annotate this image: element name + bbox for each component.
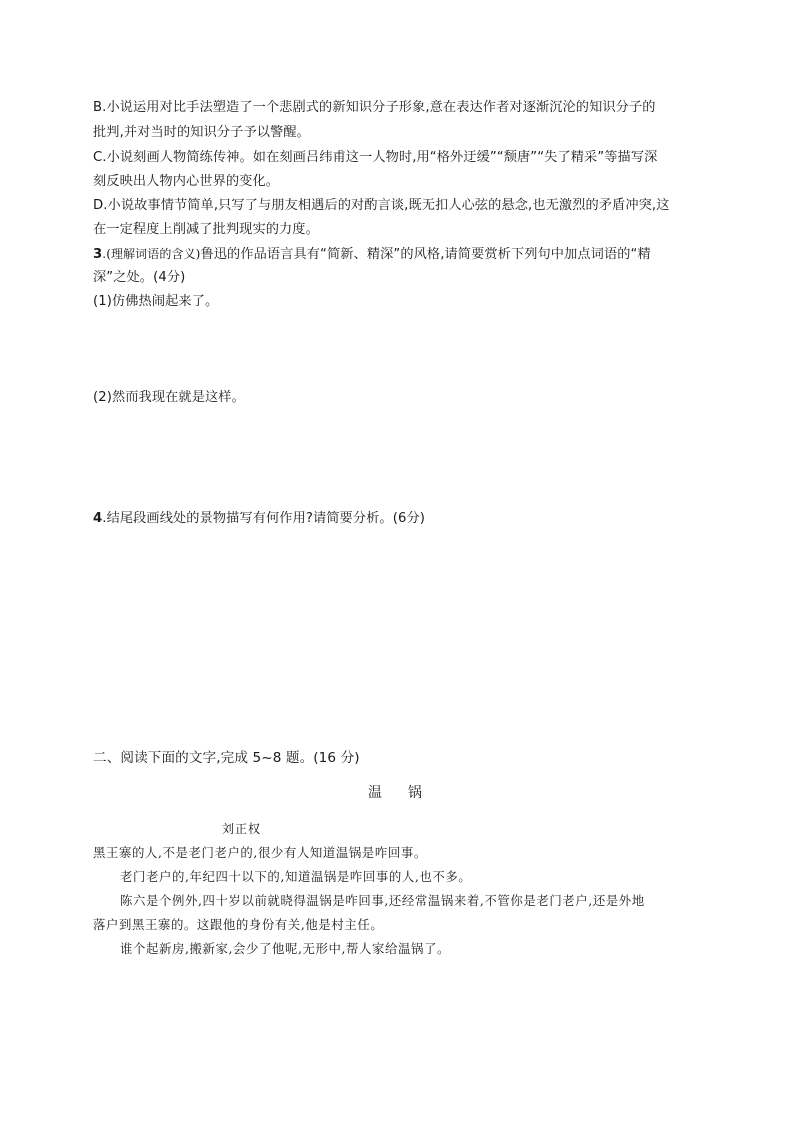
story-author: 刘正权 <box>222 822 262 836</box>
question-3-text: 鲁迅的作品语言具有“简新、精深”的风格,请简要赏析下列句中加点词语的“精 <box>200 247 651 262</box>
story-paragraph-4: 谁个起新房,搬新家,会少了他呢,无形中,帮人家给温锅了。 <box>120 941 450 956</box>
story-paragraph-3-line1: 陈六是个例外,四十岁以前就晓得温锅是咋回事,还经常温锅来着,不管你是老门老户,还是外地 <box>120 893 645 908</box>
question-4 <box>93 510 425 528</box>
option-c-line1: C.小说刻画人物简练传神。如在刻画吕纬甫这一人物时,用“格外迂缓”“颓唐”“失了精采”等描写深 <box>93 150 658 165</box>
story-paragraph-3-line2: 落户到黑王寨的。这跟他的身份有关,他是村主任。 <box>93 917 384 932</box>
question-3-sub1: (1)仿佛热闹起来了。 <box>93 294 219 309</box>
story-paragraph-1: 黑王寨的人,不是老门老户的,很少有人知道温锅是咋回事。 <box>93 845 427 860</box>
question-4-text: .结尾段画线处的景物描写有何作用?请简要分析。(6分) <box>102 511 425 526</box>
option-d-line2: 在一定程度上削减了批判现实的力度。 <box>93 222 319 237</box>
story-paragraph-2: 老门老户的,年纪四十以下的,知道温锅是咋回事的人,也不多。 <box>120 869 472 884</box>
option-c-line2: 刻反映出人物内心世界的变化。 <box>93 174 280 189</box>
question-4-number: 4 <box>93 511 103 526</box>
section-2-heading: 二、阅读下面的文字,完成 5~8 题。(16 分) <box>93 750 360 766</box>
question-3-number: 3 <box>93 247 103 262</box>
option-d-line1: D.小说故事情节简单,只写了与朋友相遇后的对酌言谈,既无扣人心弦的悬念,也无激烈的矛盾冲突,这 <box>93 198 670 213</box>
question-3-sub2: (2)然而我现在就是这样。 <box>93 390 245 405</box>
question-3-line2: 深”之处。(4分) <box>93 270 186 285</box>
option-b-line2: 批判,并对当时的知识分子予以警醒。 <box>93 125 310 140</box>
question-3-tag: .(理解词语的含义) <box>102 247 201 261</box>
story-title <box>368 784 422 802</box>
option-b-line1: B.小说运用对比手法塑造了一个悲剧式的新知识分子形象,意在表达作者对逐渐沉沦的知识分子的 <box>93 100 656 115</box>
story-title-char-1: 温 <box>368 785 382 801</box>
question-3-line1 <box>93 245 651 264</box>
story-title-char-2: 锅 <box>408 785 422 801</box>
